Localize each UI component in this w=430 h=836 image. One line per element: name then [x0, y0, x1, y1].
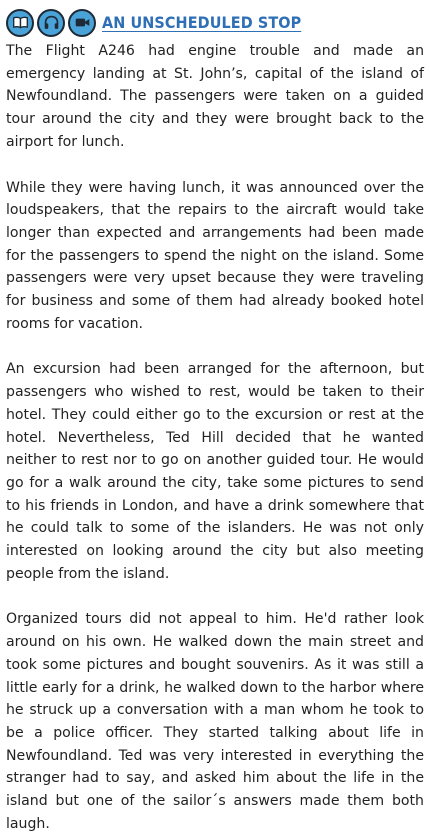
header: [0, 0, 430, 40]
page-title: AN UNSCHEDULED STOP: [102, 13, 302, 32]
book-icon[interactable]: [6, 9, 34, 37]
story-paragraph: Organized tours did not appeal to him. He'd rather look around on his own. He walked down the main street and took some pictures and bought souvenirs. As it was still a little early for a drink, he walked down to the harbor where he struck up a conversation with a man whom he took to be a police officer. They started talking about life in Newfoundland. Ted was very interested in everything the stranger had to say, and asked him about the life in the island but one of the sailor´s answers made them both laugh.: [6, 611, 424, 832]
story-paragraph: An excursion had been arranged for the afternoon, but passengers who wished to rest, would be taken to their hotel. They could either go to the excursion or rest at the hotel. Nevertheless, Ted Hill decided that he wanted neither to rest nor to go on another guided tour. He would go for a walk around the city, take some pictures to send to his friends in London, and have a drink somewhere that he could talk to some of the islanders. He was not only interested on looking around the city but also meeting people from the island.: [6, 361, 424, 582]
video-camera-icon[interactable]: [68, 9, 96, 37]
story-paragraph: The Flight A246 had engine trouble and made an emergency landing at St. John’s, capital of the island of Newfoundland. The passengers were taken on a guided tour around the city and they were brought back to the airport for lunch.: [6, 43, 424, 150]
headphones-icon[interactable]: [37, 9, 65, 37]
story-body: [0, 40, 430, 836]
story-paragraph: While they were having lunch, it was announced over the loudspeakers, that the repairs to the aircraft would take longer than expected and arrangements had been made for the passengers to spend the night on the island. Some passengers were very upset because they were traveling for business and some of them had already booked hotel rooms for vacation.: [6, 179, 424, 332]
